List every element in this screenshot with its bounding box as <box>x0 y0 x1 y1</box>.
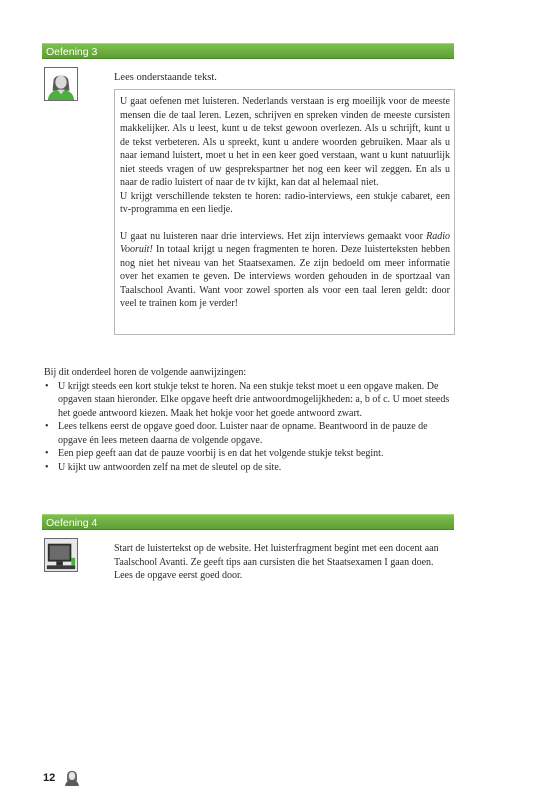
reading-paragraph-3-end: In totaal krijgt u negen fragmenten te horen. Deze luisterteksten hebben nog niet het niveau van het Staatsexamen. Ze zijn bedoeld om meer informatie over het examen te geven. De interviews worden gehouden in de sportzaal van Taalschool Avanti. Want voor zowel sporten als voor een taal leren geldt: door veel te trainen kom je verder! <box>120 244 450 309</box>
woman-small-icon <box>64 768 80 786</box>
instructions-list <box>44 380 456 475</box>
instruction-item: • U kijkt uw antwoorden zelf na met de sleutel op de site. <box>44 461 456 475</box>
exercise-3-title: Oefening 3 <box>46 46 98 58</box>
page-number: 12 <box>43 772 56 784</box>
instructions-section <box>44 366 456 474</box>
exercise-3-instruction: Lees onderstaande tekst. <box>114 72 217 83</box>
exercise-3-header <box>42 43 454 59</box>
radio-vooruit-title: Radio Vooruit! <box>120 230 450 255</box>
exercise-4-title: Oefening 4 <box>46 517 98 529</box>
instruction-item: • U krijgt steeds een kort stukje tekst te horen. Na een stukje tekst moet u een opgave maken. De opgaven staan hieronder. Elke opgave heeft drie antwoordmogelijkheden: a, b of c. U moet steeds het goede antwoord kiezen. Maak het hokje voor het goede antwoord zwart. <box>44 380 456 421</box>
woman-avatar-icon <box>44 67 78 101</box>
reading-text-box <box>114 89 455 335</box>
instruction-item: • Een piep geeft aan dat de pauze voorbij is en dat het volgende stukje tekst begint. <box>44 447 456 461</box>
exercise-4-text: Start de luistertekst op de website. Het luisterfragment begint met een docent aan Taalschool Avanti. Ze geeft tips aan cursisten die het Staatsexamen I gaan doen. Lees de opgave eerst goed door. <box>114 543 439 581</box>
reading-paragraph-3 <box>120 230 450 311</box>
computer-icon <box>44 538 78 572</box>
instruction-item: • Lees telkens eerst de opgave goed door. Luister naar de opname. Beantwoord in de pauze de opgave én lees meteen daarna de volgende opgave. <box>44 420 456 447</box>
exercise-4-header <box>42 514 454 530</box>
instructions-intro: Bij dit onderdeel horen de volgende aanwijzingen: <box>44 367 247 378</box>
reading-paragraph-2: U krijgt verschillende teksten te horen: radio-interviews, een stukje cabaret, een tv-programma en een liedje. <box>120 190 450 215</box>
reading-paragraph-3-start: U gaat nu luisteren naar drie interviews. Het zijn interviews gemaakt voor <box>120 230 427 242</box>
reading-paragraph-1: U gaat oefenen met luisteren. Nederlands verstaan is erg moeilijk voor de meeste mensen die de taal leren. Lezen, schrijven en spreken vinden de meeste cursisten makkelijker. Als u leest, kunt u de tekst gewoon overlezen. Als u schrijft, kunt u de tekst verbeteren. Als u spreekt, kunt u andere woorden gebruiken. Maar als u naar iemand luistert, moet u het in een keer goed verstaan, want u kunt natuurlijk niet steeds vragen of uw gesprekspartner het nog een keer wil zeggen. En als u naar de radio luistert of naar de tv kijkt, kan dat al helemaal niet. <box>120 96 450 188</box>
